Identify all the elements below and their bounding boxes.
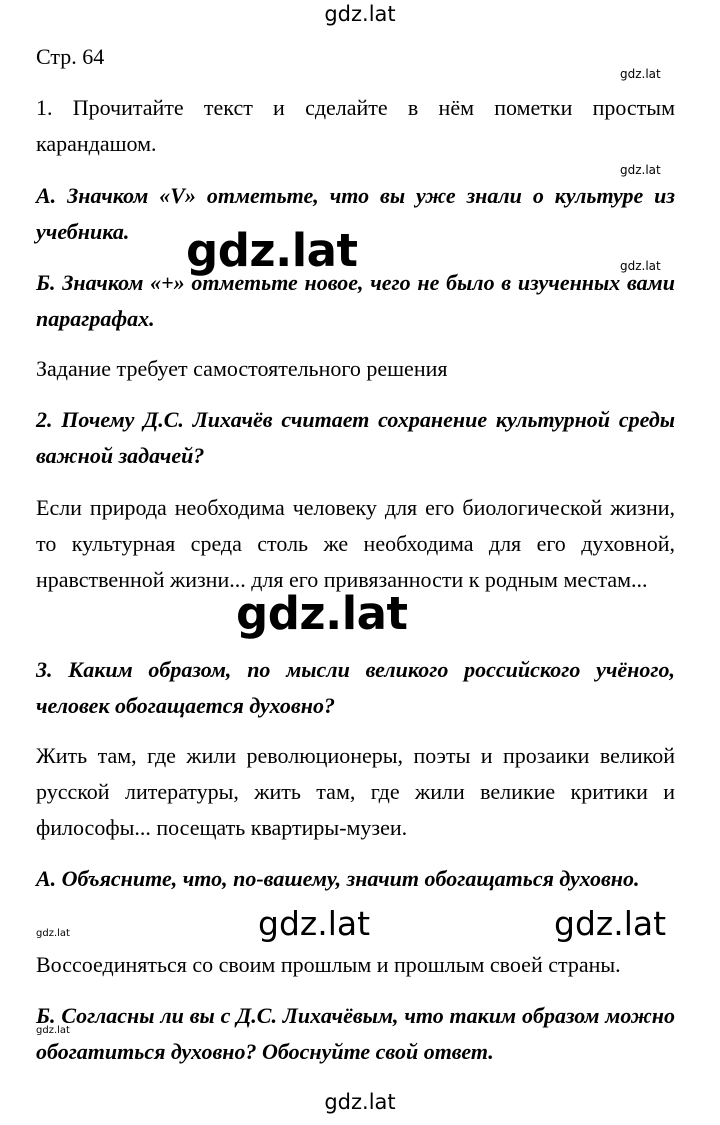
watermark-tiny: gdz.lat [36,1025,70,1036]
question-2-text: 2. Почему Д.С. Лихачёв считает сохранение культурной среды важной задачей? [36,407,675,468]
question-1-text: 1. Прочитайте текст и сделайте в нём пометки простым карандашом. [36,95,675,156]
question-1a-text: А. Значком «V» отметьте, что вы уже знали о культуре из учебника. [36,183,675,244]
watermark-bottom: gdz.lat [324,1090,396,1114]
page-number-label: Стр. 64 [36,44,105,69]
watermark-small: gdz.lat [620,67,661,81]
answer-3-text: Жить там, где жили революционеры, поэты и прозаики великой русской литературы, жить там, где жили великие критики и философы... посещать квартиры-музеи. [36,743,675,840]
question-1b-text: Б. Значком «+» отметьте новое, чего не было в изученных вами параграфах. [36,270,675,331]
answer-3a-text: Воссоединяться со своим прошлым и прошлым своей страны. [36,952,621,977]
watermark-large: gdz.lat [186,224,358,277]
watermark-small: gdz.lat [620,259,661,273]
watermark-top: gdz.lat [324,2,396,26]
watermark-small: gdz.lat [620,163,661,177]
answer-1-text: Задание требует самостоятельного решения [36,356,448,381]
watermark-tiny: gdz.lat [36,928,70,939]
question-3a-text: А. Объясните, что, по-вашему, значит обогащаться духовно. [36,866,640,891]
watermark-large: gdz.lat [236,587,408,640]
watermark-medium: gdz.lat [554,904,667,943]
question-3b-text: Б. Согласны ли вы с Д.С. Лихачёвым, что таким образом можно обогатиться духовно? Обоснуйте свой ответ. [36,1003,675,1064]
answer-2-text: Если природа необходима человеку для его биологической жизни, то культурная среда столь же необходима для его духовной, нравственной жизни... для его привязанности к родным местам... [36,495,675,592]
question-3-text: 3. Каким образом, по мысли великого российского учёного, человек обогащается духовно? [36,657,675,718]
watermark-medium: gdz.lat [258,904,371,943]
